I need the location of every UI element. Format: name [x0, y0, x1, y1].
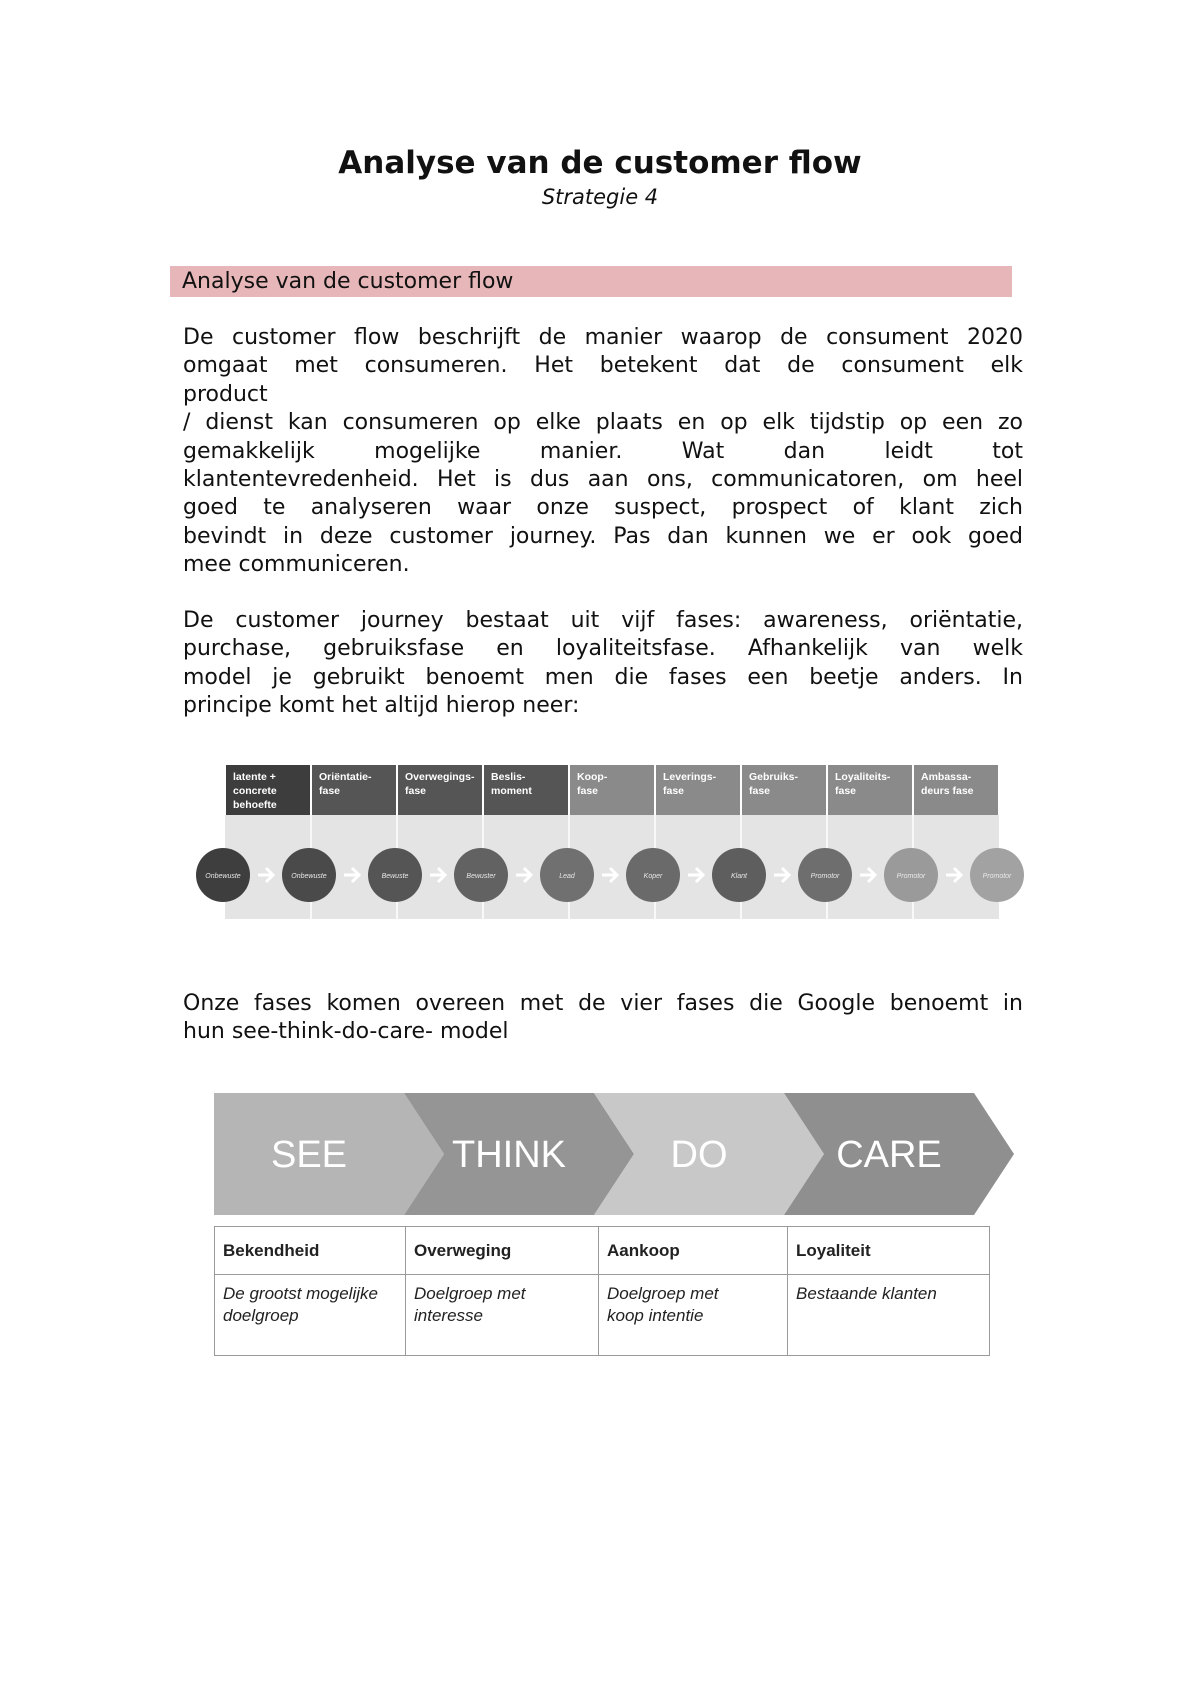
stdc-arrow-label: THINK [452, 1134, 566, 1176]
text-line: Bestaande klanten [796, 1284, 937, 1303]
text-line: doelgroep [223, 1306, 299, 1325]
section-header-label: Analyse van de customer flow [182, 269, 514, 294]
paragraph-google-model [183, 990, 1023, 1047]
stdc-description-cell [599, 1275, 788, 1356]
paragraph-customer-flow [183, 324, 1023, 580]
text-line: product [183, 381, 268, 407]
journey-phase-label-line: Leverings- [663, 771, 717, 783]
text-line: De customer journey bestaat uit vijf fases: awareness, oriëntatie, [183, 608, 1023, 633]
text-line: interesse [414, 1306, 483, 1325]
journey-stage-label: Promotor [810, 873, 840, 880]
journey-phase-label-line: Koop- [577, 771, 608, 783]
text-line: omgaat met consumeren. Het betekent dat de consument elk [183, 353, 1023, 379]
journey-stage-label: Bewuster [466, 873, 496, 880]
text-line: bevindt in deze customer journey. Pas dan kunnen we er ook goed [183, 523, 1023, 549]
section-header [170, 266, 1012, 297]
journey-stage-label: Koper [643, 873, 663, 880]
journey-phase-label-line: Loyaliteits- [835, 771, 891, 783]
journey-phase-label-line: Oriëntatie- [319, 771, 372, 783]
stdc-description-cell [215, 1275, 406, 1356]
journey-phase-label-line: fase [577, 785, 599, 797]
text-line: koop intentie [607, 1306, 704, 1325]
journey-band [225, 815, 999, 919]
stdc-arrow-row [214, 1093, 1014, 1218]
journey-stage-label: Promotor [896, 873, 926, 880]
text-line: model je gebruikt benoemt men die fases een beetje anders. In [183, 664, 1023, 690]
text-line: goed te analyseren waar onze suspect, prospect of klant zich [183, 495, 1023, 521]
text-line: klantentevredenheid. Het is dus aan ons, communicatoren, om heel [183, 467, 1023, 493]
stdc-arrow-label: DO [670, 1134, 728, 1176]
text-line: Onze fases komen overeen met de vier fases die Google benoemt in [183, 991, 1023, 1016]
journey-phase-label-line: fase [663, 785, 685, 797]
journey-stage-label: Onbewuste [291, 873, 327, 880]
see-think-do-care-diagram [214, 1093, 1014, 1353]
journey-phase-label-line: fase [319, 785, 341, 797]
stdc-arrow-label: SEE [270, 1134, 348, 1176]
text-line: mee communiceren. [183, 552, 410, 578]
text-line: Doelgroep met [414, 1284, 526, 1303]
text-line: gemakkelijk mogelijke manier. Wat dan leidt tot [183, 438, 1023, 464]
stdc-description-cell [406, 1275, 599, 1356]
customer-journey-diagram [190, 765, 1025, 930]
paragraph-customer-journey [183, 607, 1023, 721]
journey-stage-label: Promotor [982, 873, 1012, 880]
text-line: Doelgroep met [607, 1284, 719, 1303]
journey-phase-label-line: concrete [233, 785, 277, 797]
page-title: Analyse van de customer flow [338, 145, 862, 181]
journey-phase-label-line: deurs fase [921, 785, 974, 797]
journey-phase-label-line: fase [405, 785, 427, 797]
stdc-header-cell: Bekendheid [215, 1227, 406, 1275]
journey-phase-label-line: Beslis- [491, 771, 526, 783]
journey-phase-label-line: Gebruiks- [749, 771, 799, 783]
journey-phase-label [233, 771, 277, 811]
text-line: / dienst kan consumeren op elke plaats en op elk tijdstip op een zo [183, 410, 1023, 436]
text-line: principe komt het altijd hierop neer: [183, 693, 580, 719]
text-line: purchase, gebruiksfase en loyaliteitsfase. Afhankelijk van welk [183, 636, 1023, 662]
journey-phase-label-line: Ambassa- [921, 771, 972, 783]
text-line: hun see-think-do-care- model [183, 1019, 509, 1045]
journey-phase-label-line: fase [835, 785, 857, 797]
page-subtitle: Strategie 4 [541, 185, 659, 209]
journey-stage-label: Lead [559, 873, 575, 880]
stdc-header-cell: Aankoop [599, 1227, 788, 1275]
stdc-table [214, 1226, 990, 1356]
journey-stage-label: Bewuste [381, 873, 409, 880]
journey-phase-label-line: behoefte [233, 799, 277, 811]
text-line: De customer flow beschrijft de manier waarop de consument 2020 [183, 325, 1023, 350]
journey-phase-label-line: moment [491, 785, 532, 797]
journey-phase-label-line: latente + [233, 771, 276, 783]
stdc-header-cell: Overweging [406, 1227, 599, 1275]
stdc-description-cell [788, 1275, 990, 1356]
journey-stage-label: Onbewuste [205, 873, 241, 880]
stdc-arrow-label: CARE [836, 1134, 942, 1176]
stdc-header-cell: Loyaliteit [788, 1227, 990, 1275]
journey-phase-label-line: Overwegings- [405, 771, 475, 783]
journey-stage-label: Klant [731, 873, 747, 880]
text-line: De grootst mogelijke [223, 1284, 378, 1303]
journey-phase-label-line: fase [749, 785, 771, 797]
